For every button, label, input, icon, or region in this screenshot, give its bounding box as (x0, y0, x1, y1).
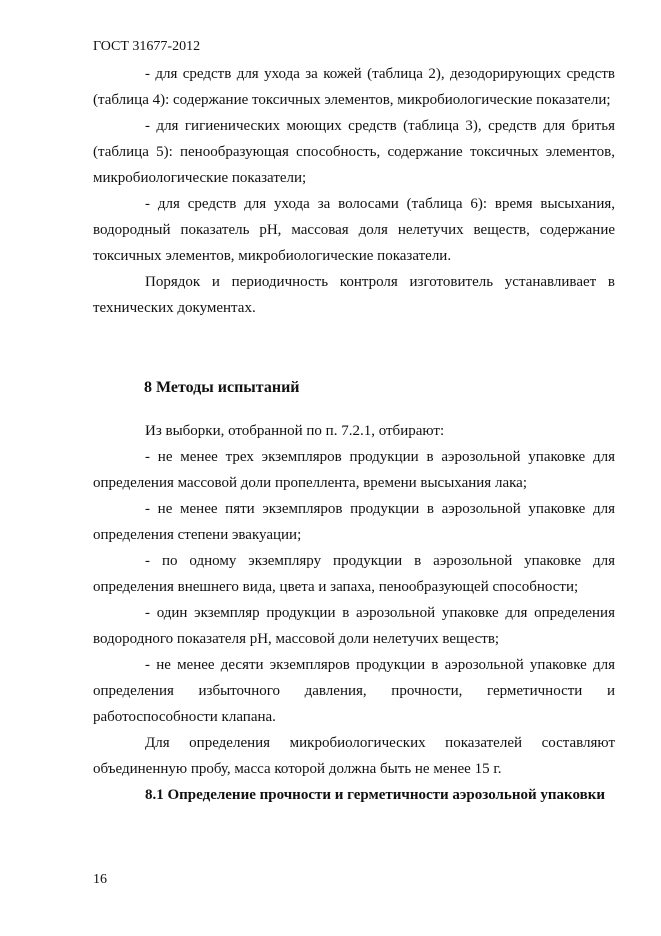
page-number: 16 (93, 872, 107, 887)
paragraph: Из выборки, отобранной по п. 7.2.1, отбирают: (145, 423, 445, 439)
paragraph: - не менее десяти экземпляров продукции в аэрозольной упаковке для определения избыточного давления, прочности, герметичности и работоспособности клапана. (93, 657, 615, 725)
requirements-block (93, 61, 615, 321)
paragraph: - для гигиенических моющих средств (таблица 3), средств для бритья (таблица 5): пенообразующая способность, содержание токсичных элементов, микробиологические показатели; (93, 118, 615, 186)
paragraph: - для средств для ухода за кожей (таблица 2), дезодорирующих средств (таблица 4): содержание токсичных элементов, микробиологические показатели; (93, 66, 615, 108)
section-8-body (93, 418, 615, 808)
section-heading: 8 Методы испытаний (144, 379, 300, 396)
paragraph: - не менее пяти экземпляров продукции в аэрозольной упаковке для определения степени эвакуации; (93, 501, 615, 543)
paragraph: Порядок и периодичность контроля изготовитель устанавливает в технических документах. (93, 274, 615, 316)
paragraph: - не менее трех экземпляров продукции в аэрозольной упаковке для определения массовой доли пропеллента, времени высыхания лака; (93, 449, 615, 491)
subsection-heading: 8.1 Определение прочности и герметичности аэрозольной упаковки (145, 787, 605, 803)
paragraph: - по одному экземпляру продукции в аэрозольной упаковке для определения внешнего вида, цвета и запаха, пенообразующей способности; (93, 553, 615, 595)
paragraph: - для средств для ухода за волосами (таблица 6): время высыхания, водородный показатель pH, массовая доля нелетучих веществ, содержание токсичных элементов, микробиологические показатели. (93, 196, 615, 264)
paragraph: - один экземпляр продукции в аэрозольной упаковке для определения водородного показателя pH, массовой доли нелетучих веществ; (93, 605, 615, 647)
document-header: ГОСТ 31677-2012 (93, 39, 201, 54)
paragraph: Для определения микробиологических показателей составляют объединенную пробу, масса которой должна быть не менее 15 г. (93, 735, 615, 777)
